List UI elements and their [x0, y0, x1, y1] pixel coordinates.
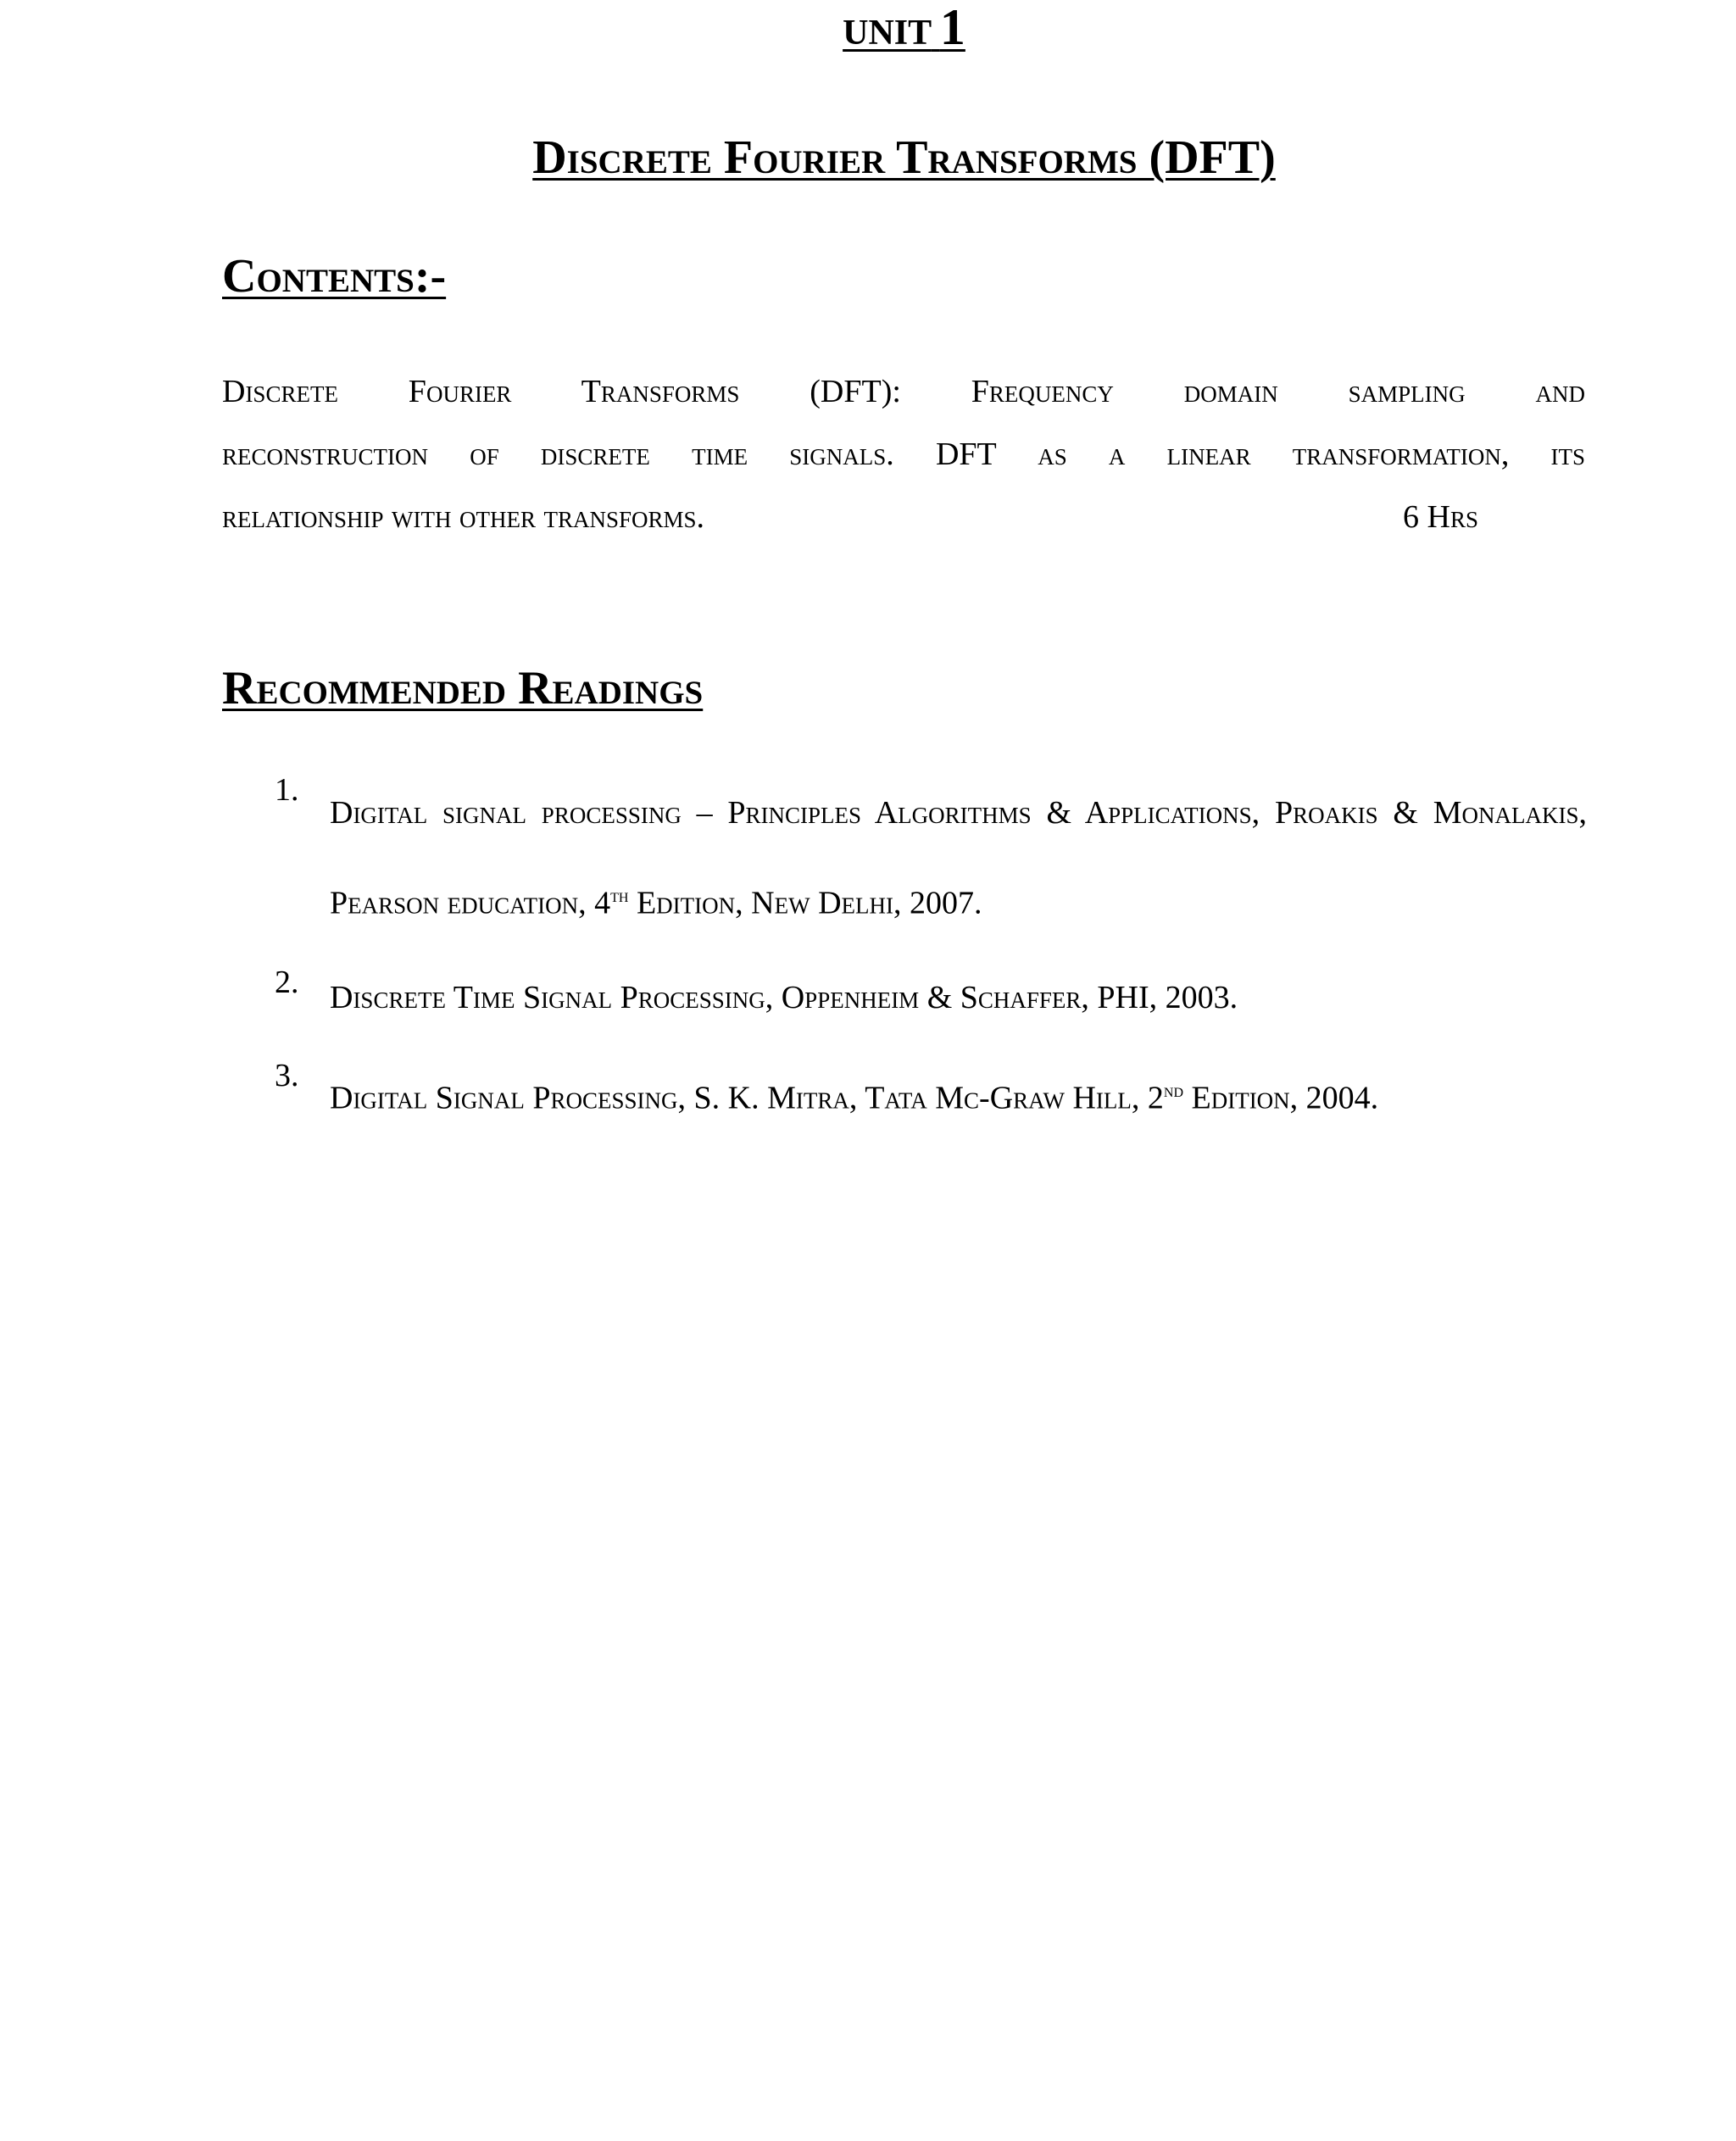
reading-item-text: Digital signal processing – Principles Algorithms & Applications, Proakis & Monalakis, Pearson education, 4th Edition, New Delhi, 2007. [330, 795, 1587, 921]
contents-line-1: Discrete Fourier Transforms (DFT): Frequency domain sampling and [222, 374, 1585, 409]
contents-body [222, 360, 1585, 548]
contents-hours: 6 Hrs [1403, 499, 1478, 535]
reading-item-text: Discrete Time Signal Processing, Oppenheim & Schaffer, PHI, 2003. [330, 979, 1238, 1015]
reading-item-number: 1. [275, 772, 299, 808]
contents-heading: Contents:- [222, 250, 447, 303]
recommended-readings-heading: Recommended Readings [222, 662, 704, 715]
reading-item-number: 2. [275, 964, 299, 1000]
unit-label: UNIT [843, 14, 932, 53]
reading-item [222, 1057, 1587, 1132]
unit-number: 1 [939, 0, 965, 55]
reading-item-text: Digital Signal Processing, S. K. Mitra, Tata Mc-Graw Hill, 2nd Edition, 2004. [330, 1079, 1379, 1116]
page-title: Discrete Fourier Transforms (DFT) [532, 131, 1276, 184]
contents-line-3: relationship with other transforms. [222, 499, 705, 535]
reading-item [222, 964, 1587, 1032]
contents-line-2: reconstruction of discrete time signals. DFT as a linear transformation, its [222, 437, 1585, 472]
reading-item-number: 3. [275, 1057, 299, 1093]
unit-title [0, 2, 1736, 58]
reading-item [222, 771, 1587, 945]
contents-line-3-wrapper [222, 486, 1585, 548]
readings-list [222, 771, 1587, 1157]
